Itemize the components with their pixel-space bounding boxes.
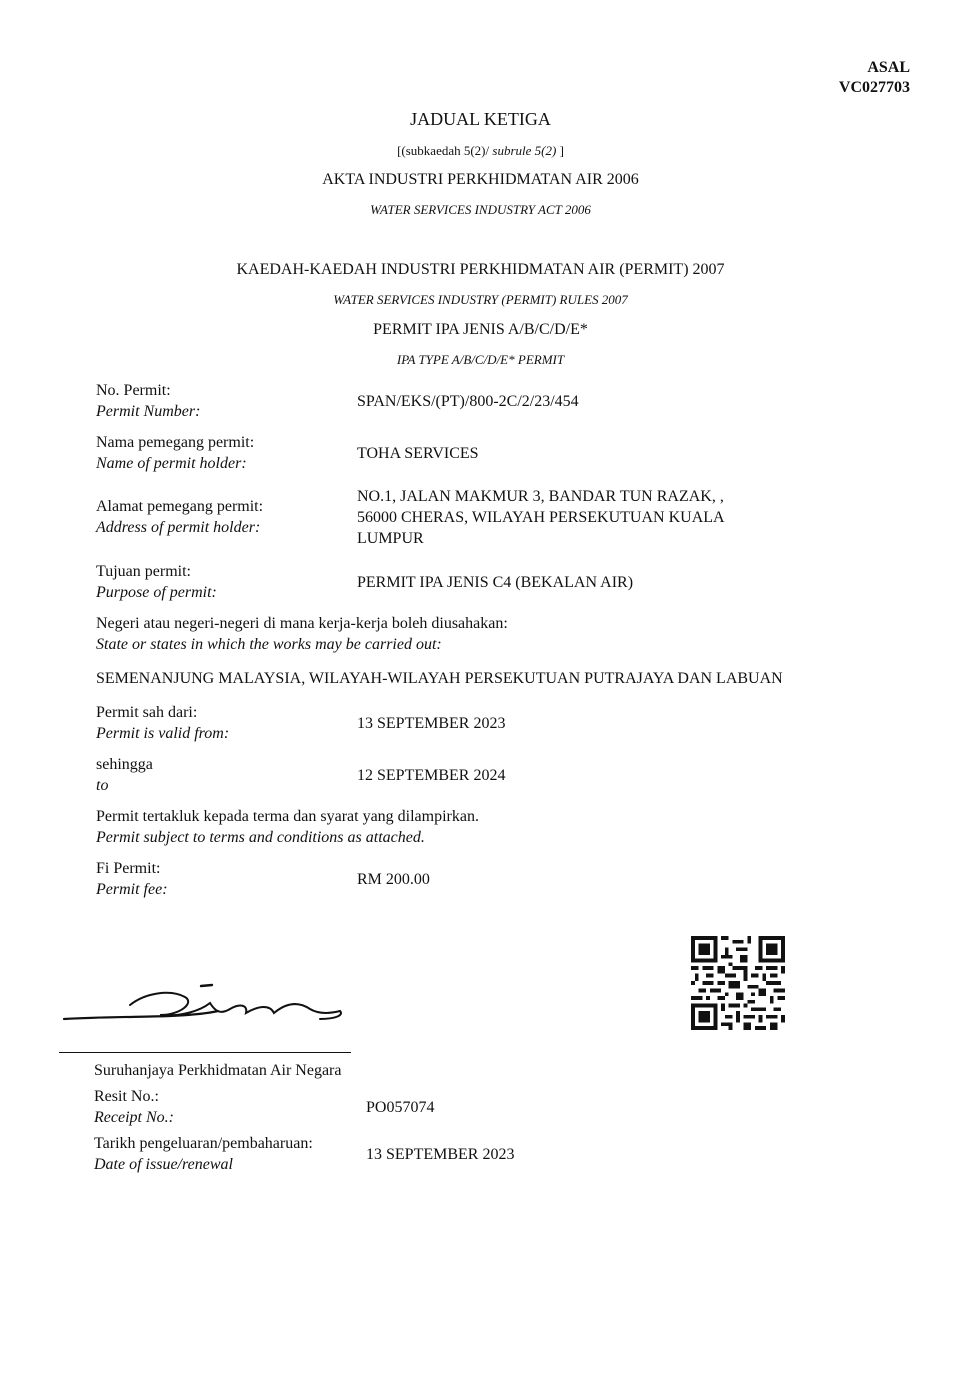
rules-title-ms: KAEDAH-KAEDAH INDUSTRI PERKHIDMATAN AIR (PERMIT) 2007 bbox=[236, 261, 725, 278]
subrule-en: subrule 5(2) bbox=[492, 143, 557, 158]
signature-line bbox=[59, 1052, 351, 1053]
serial-number: VC027703 bbox=[838, 79, 910, 96]
permit-type-ms: PERMIT IPA JENIS A/B/C/D/E* bbox=[373, 321, 588, 338]
terms-note-en: Permit subject to terms and conditions as attached. bbox=[96, 829, 425, 846]
permit-number-label-ms: No. Permit: bbox=[96, 382, 171, 399]
states-label-ms: Negeri atau negeri-negeri di mana kerja-kerja boleh diusahakan: bbox=[96, 615, 508, 632]
issue-date-value: 13 SEPTEMBER 2023 bbox=[366, 1146, 515, 1163]
fee-value: RM 200.00 bbox=[357, 871, 430, 888]
receipt-label-ms: Resit No.: bbox=[94, 1088, 159, 1105]
holder-label bbox=[96, 432, 254, 474]
address-label-en: Address of permit holder: bbox=[96, 519, 261, 536]
address-line: LUMPUR bbox=[357, 530, 424, 547]
receipt-label-en: Receipt No.: bbox=[94, 1109, 174, 1126]
holder-value: TOHA SERVICES bbox=[357, 445, 479, 462]
act-title-ms: AKTA INDUSTRI PERKHIDMATAN AIR 2006 bbox=[322, 171, 639, 188]
fee-label-ms: Fi Permit: bbox=[96, 860, 161, 877]
purpose-label bbox=[96, 561, 217, 603]
signature-icon bbox=[60, 975, 350, 1035]
copy-label: ASAL bbox=[867, 59, 910, 76]
valid-from-label-en: Permit is valid from: bbox=[96, 725, 230, 742]
subrule-ref bbox=[0, 143, 961, 159]
fee-label bbox=[96, 858, 168, 900]
valid-to-label bbox=[96, 754, 153, 796]
issue-date-label bbox=[94, 1133, 313, 1175]
valid-to-value: 12 SEPTEMBER 2024 bbox=[357, 767, 506, 784]
rules-title-en: WATER SERVICES INDUSTRY (PERMIT) RULES 2007 bbox=[333, 292, 628, 307]
purpose-label-ms: Tujuan permit: bbox=[96, 563, 191, 580]
qr-code-icon bbox=[691, 936, 785, 1030]
permit-number-label-en: Permit Number: bbox=[96, 403, 201, 420]
authority-name: Suruhanjaya Perkhidmatan Air Negara bbox=[94, 1062, 342, 1079]
copy-flag bbox=[839, 58, 910, 98]
valid-from-label-ms: Permit sah dari: bbox=[96, 704, 198, 721]
subrule-suffix: ] bbox=[556, 143, 564, 158]
holder-label-en: Name of permit holder: bbox=[96, 455, 247, 472]
fee-label-en: Permit fee: bbox=[96, 881, 168, 898]
issue-date-label-ms: Tarikh pengeluaran/pembaharuan: bbox=[94, 1135, 313, 1152]
address-label bbox=[96, 496, 263, 538]
valid-from-label bbox=[96, 702, 229, 744]
address-label-ms: Alamat pemegang permit: bbox=[96, 498, 264, 515]
permit-type-en: IPA TYPE A/B/C/D/E* PERMIT bbox=[396, 352, 565, 367]
permit-number-value: SPAN/EKS/(PT)/800-2C/2/23/454 bbox=[357, 393, 579, 410]
address-line: NO.1, JALAN MAKMUR 3, BANDAR TUN RAZAK, , bbox=[357, 488, 724, 505]
states-label bbox=[96, 613, 508, 655]
act-title-en: WATER SERVICES INDUSTRY ACT 2006 bbox=[370, 202, 591, 217]
receipt-value: PO057074 bbox=[366, 1099, 435, 1116]
valid-to-label-ms: sehingga bbox=[96, 756, 153, 773]
schedule-title: JADUAL KETIGA bbox=[410, 109, 551, 129]
permit-number-label bbox=[96, 380, 200, 422]
terms-note-ms: Permit tertakluk kepada terma dan syarat yang dilampirkan. bbox=[96, 808, 479, 825]
holder-label-ms: Nama pemegang permit: bbox=[96, 434, 255, 451]
states-label-en: State or states in which the works may be carried out: bbox=[96, 636, 442, 653]
valid-to-label-en: to bbox=[96, 777, 109, 794]
purpose-label-en: Purpose of permit: bbox=[96, 584, 217, 601]
address-value bbox=[357, 486, 725, 549]
subrule-prefix: [(subkaedah 5(2)/ bbox=[397, 143, 493, 158]
states-value: SEMENANJUNG MALAYSIA, WILAYAH-WILAYAH PERSEKUTUAN PUTRAJAYA DAN LABUAN bbox=[96, 670, 783, 687]
receipt-label bbox=[94, 1086, 174, 1128]
valid-from-value: 13 SEPTEMBER 2023 bbox=[357, 715, 506, 732]
purpose-value: PERMIT IPA JENIS C4 (BEKALAN AIR) bbox=[357, 574, 634, 591]
issue-date-label-en: Date of issue/renewal bbox=[94, 1156, 233, 1173]
address-line: 56000 CHERAS, WILAYAH PERSEKUTUAN KUALA bbox=[357, 509, 725, 526]
terms-note bbox=[96, 806, 479, 848]
